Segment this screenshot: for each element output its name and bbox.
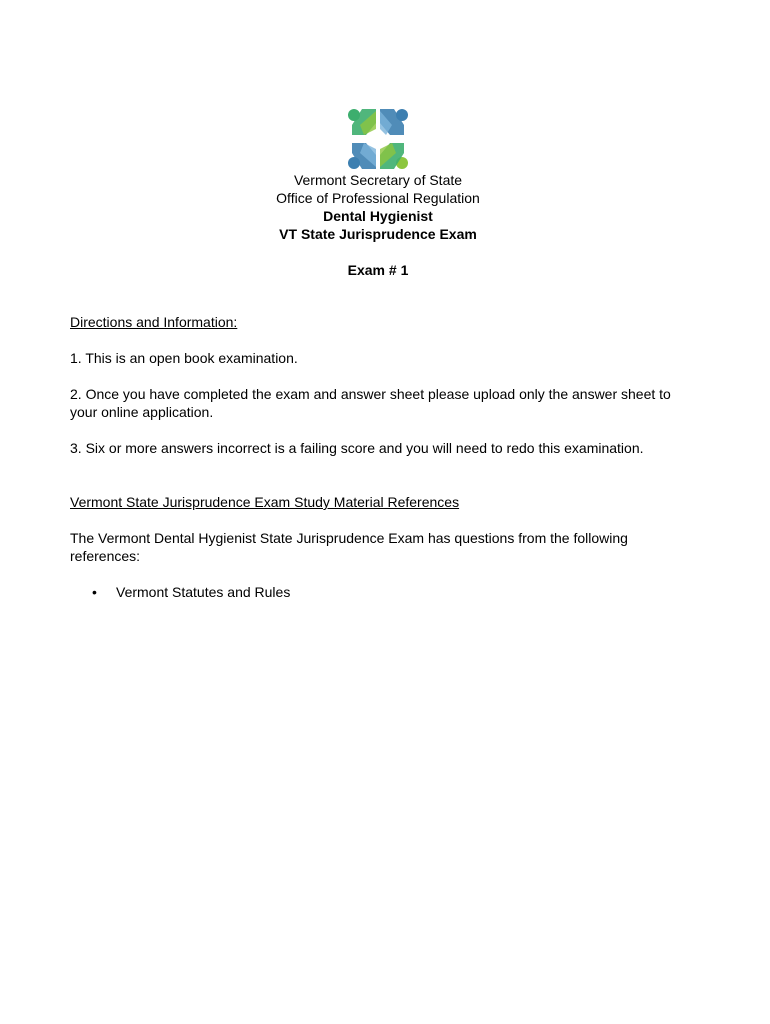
org-line-1: Vermont Secretary of State — [293, 172, 463, 188]
vermont-sos-logo — [346, 107, 410, 171]
org-line-2: Office of Professional Regulation — [276, 190, 480, 206]
directions-item-2: 2. Once you have completed the exam and answer sheet please upload only the answer sheet to your online application. — [70, 386, 671, 420]
directions-item-1: 1. This is an open book examination. — [70, 350, 298, 366]
exam-number: Exam # 1 — [347, 262, 409, 278]
logo-mark-icon — [346, 107, 410, 171]
exam-title: VT State Jurisprudence Exam — [279, 226, 477, 242]
references-heading: Vermont State Jurisprudence Exam Study Material References — [70, 494, 460, 510]
bullet-icon: • — [92, 584, 97, 600]
list-item — [70, 583, 690, 601]
profession-title: Dental Hygienist — [323, 208, 433, 224]
reference-item-label: Vermont Statutes and Rules — [116, 584, 291, 600]
document-header — [0, 171, 756, 279]
references-intro: The Vermont Dental Hygienist State Jurisprudence Exam has questions from the following references: — [70, 530, 628, 564]
directions-heading: Directions and Information: — [70, 314, 238, 330]
document-body — [70, 313, 690, 601]
directions-item-3: 3. Six or more answers incorrect is a failing score and you will need to redo this examination. — [70, 440, 644, 456]
